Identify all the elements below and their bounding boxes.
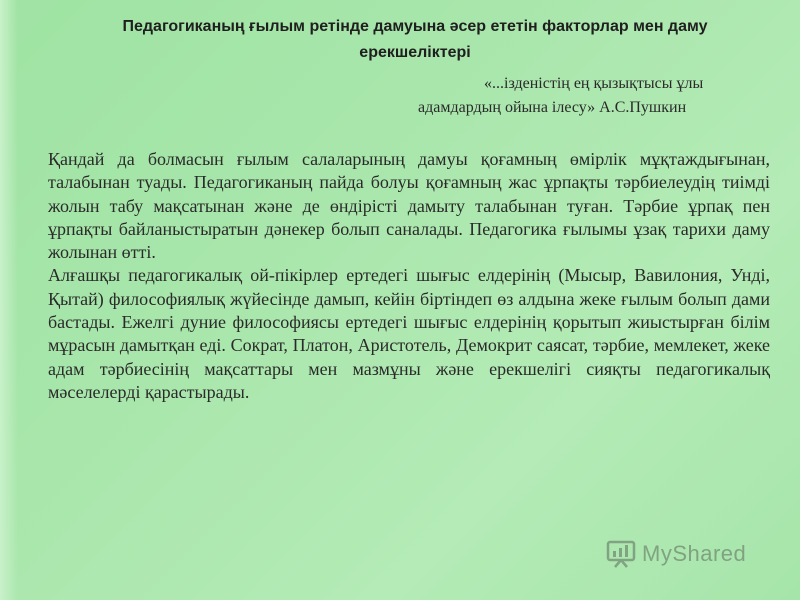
body-text — [48, 148, 770, 404]
quote-line-2: адамдардың ойына ілесу» А.С.Пушкин — [418, 99, 687, 116]
quote-line-1: «...ізденістің ең қызықтысы ұлы — [484, 75, 704, 92]
watermark-text: MyShared — [642, 541, 747, 566]
paragraph-1: Қандай да болмасын ғылым салаларының дамуы қоғамның өмірлік мұқтаждығынан, талабынан туады. Педагогиканың пайда болуы қоғамның жас ұрпақты тәрбиелеудің тиімді жолын табу мақсатынан және де өндірісті дамыту талабынан туған. Тәрбие ұрпақ пен ұрпақты байланыстыратын дәнекер болып саналады. Педагогика ғылымы ұзақ тарихи даму жолынан өтті. — [48, 149, 770, 263]
slide-title: Педагогиканың ғылым ретінде дамуына әсер ететін факторлар мен даму ерекшеліктері — [122, 18, 708, 61]
chart-icon — [606, 539, 636, 569]
paragraph-2: Алғашқы педагогикалық ой-пікірлер ертедегі шығыс елдерінің (Мысыр, Вавилония, Унді, Қытай) философиялық жүйесінде дамып, кейін біртіндеп өз алдына жеке ғылым болып дами бастады. Ежелгі дуние философиясы ертедегі шығыс елдерінің қорытып жиыстырған білім мұрасын дамытқан еді. Сократ, Платон, Аристотель, Демокрит саясат, тәрбие, мемлекет, жеке адам тәрбиесінің мақсаттары мен мазмұны және ерекшелігі сияқты педагогикалық мәселелерді қарастырады. — [48, 265, 770, 402]
epigraph-quote — [400, 72, 760, 120]
left-band-decoration — [0, 0, 18, 600]
myshared-watermark — [606, 534, 776, 574]
